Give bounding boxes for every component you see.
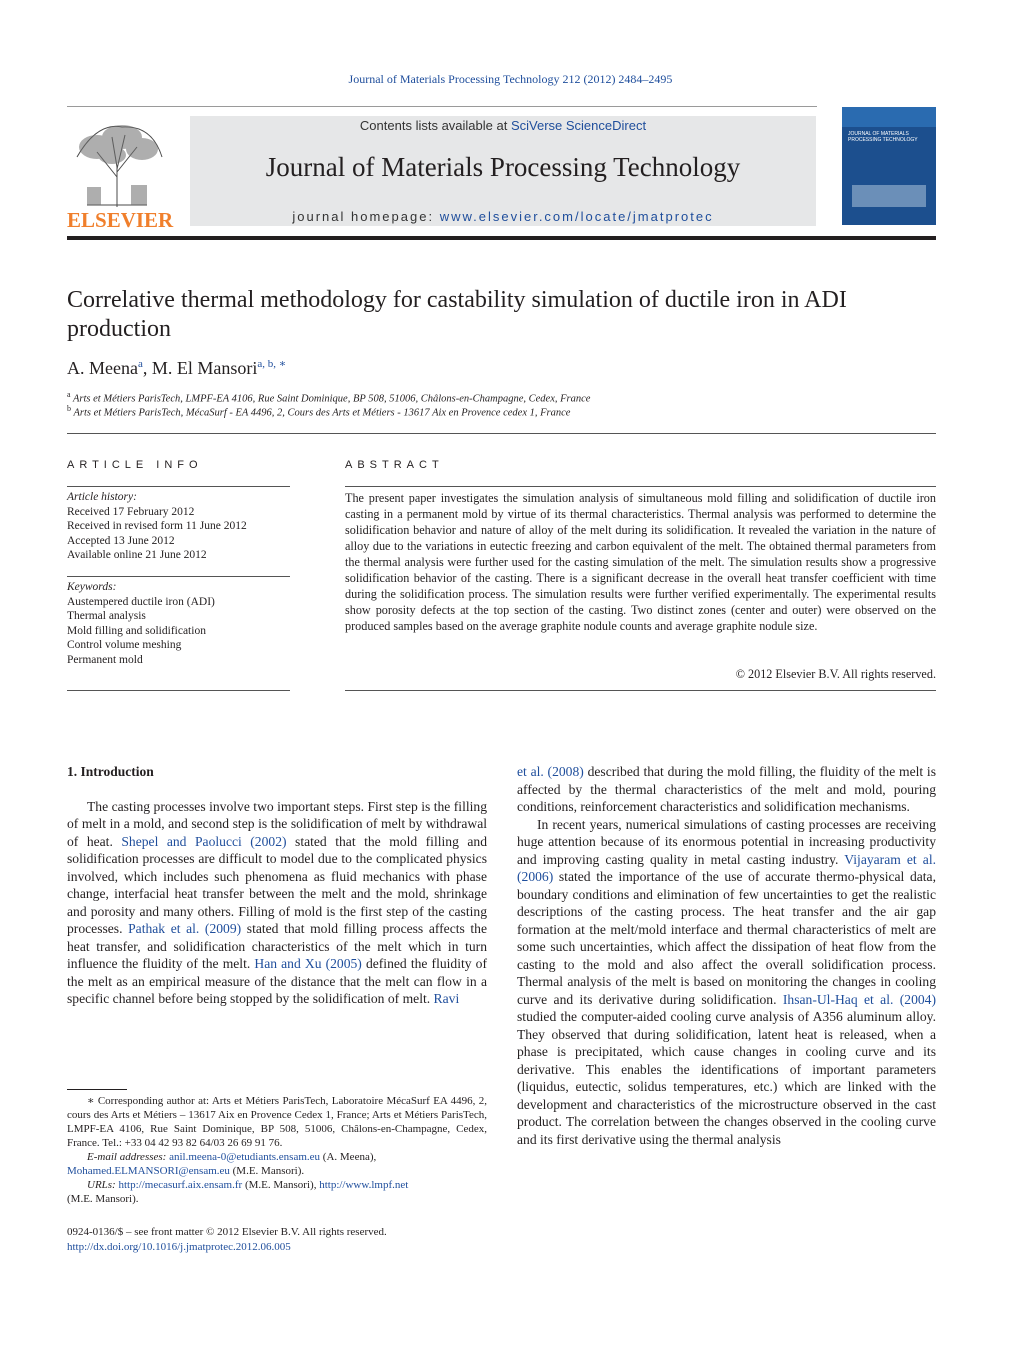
homepage-link[interactable]: www.elsevier.com/locate/jmatprotec (439, 209, 714, 224)
email-link-mansori[interactable]: Mohamed.ELMANSORI@ensam.eu (67, 1165, 230, 1177)
cover-title: JOURNAL OF MATERIALS PROCESSING TECHNOLOGY (848, 131, 918, 143)
citation-link[interactable]: Ravi (433, 991, 460, 1006)
title-rule (67, 433, 936, 434)
email-label: E-mail addresses: (87, 1151, 167, 1163)
article-title: Correlative thermal methodology for castability simulation of ductile iron in ADI production (67, 287, 847, 342)
footnote-rule (67, 1089, 127, 1090)
keyword-item: Mold filling and solidification (67, 624, 206, 637)
sciencedirect-link[interactable]: SciVerse ScienceDirect (510, 118, 647, 133)
header-thick-rule (67, 236, 936, 240)
text-run: stated that mold filling process affects the heat transfer, and solidification characteristics of the melt which in turn influence the fluidity of the melt. (67, 921, 487, 971)
info-rule (67, 486, 290, 487)
keywords-label: Keywords: (67, 581, 117, 593)
keyword-item: Permanent mold (67, 653, 143, 666)
contents-prefix: Contents lists available at (359, 118, 511, 133)
url-owner: (M.E. Mansori), (242, 1179, 320, 1191)
text-run: described that during the mold filling, the fluidity of the melt is affected by the thermal characteristics of the melt and mold, pouring conditions, reinforcement characteristics and solidification mechanisms. (517, 764, 936, 814)
cover-top-band (842, 107, 936, 127)
corresponding-author-footnote (67, 1094, 487, 1206)
issn-line: 0924-0136/$ – see front matter © 2012 Elsevier B.V. All rights reserved. (67, 1226, 387, 1238)
keyword-item: Control volume meshing (67, 639, 182, 651)
tree-icon (67, 117, 167, 209)
left-column (67, 763, 487, 1008)
abstract-text: The present paper investigates the simulation analysis of simultaneous mold filling and solidification of ductile iron casting in a permanent mold by virtue of its thermal characteristics. Thermal analysis was performed to determine the solidification behavior and nature of alloy of the melt during its solidification. It revealed the variation in the nature of alloy due to the variations in eutectic freezing and carbon equivalent of the melt. The obtained thermal parameters from the thermal analysis were further used for the casting simulation of the melt. The simulation results show a progressive solidification behavior of the casting. There is a significant decrease in the overall heat transfer coefficient with time during the solidification process. The simulation results were further verified experimentally. The experimental results show porosity defects at the top section of the casting. Two distinct zones (center and outer) were observed on the produced samples based on the average graphite nodule counts and average graphite nodule size. (345, 491, 936, 633)
affiliation-marker: b (67, 404, 71, 413)
issn-block (67, 1225, 487, 1255)
email-owner: (A. Meena), (320, 1151, 377, 1163)
affiliation-text: Arts et Métiers ParisTech, MécaSurf - EA 4496, 2, Cours des Arts et Métiers - 13617 Aix en Provence cedex 1, France (73, 407, 571, 419)
intro-paragraph-1 (67, 798, 487, 1008)
history-revised: Received in revised form 11 June 2012 (67, 520, 247, 532)
footnote-urls (67, 1178, 487, 1206)
article-info-heading: ARTICLE INFO (67, 459, 203, 471)
url-link-mecasurf[interactable]: http://mecasurf.aix.ensam.fr (118, 1179, 243, 1191)
email-link-meena[interactable]: anil.meena-0@etudiants.ensam.eu (169, 1151, 321, 1163)
text-run: defined the fluidity of the melt as an empirical measure of the distance that the melt can flow in a specific channel before being stopped by the solidification of melt. (67, 956, 488, 1006)
author-name: A. Meena (67, 358, 138, 378)
affiliation-b (67, 404, 570, 419)
text-run: stated the importance of the use of accurate thermo-physical data, boundary conditions and elimination of few uncertainties to get the realistic descriptions of the casting process. The heat transfer and the air gap formation at the melt/mold interface and thermal characteristics of melt are some such uncertainties, which affect the dissipation of heat flow from the casting to the mold and also affect the overall solidification process. Thermal analysis of the melt is based on monitoring the changes in cooling curve and its derivative during solidification. (517, 869, 936, 1007)
history-accepted: Accepted 13 June 2012 (67, 534, 175, 547)
history-received: Received 17 February 2012 (67, 505, 195, 518)
homepage-prefix: journal homepage: (292, 209, 440, 224)
history-online: Available online 21 June 2012 (67, 549, 207, 561)
abstract-copyright: © 2012 Elsevier B.V. All rights reserved. (735, 667, 936, 681)
url-link-lmpf[interactable]: http://www.lmpf.net (319, 1179, 409, 1191)
section-heading-introduction: 1. Introduction (67, 764, 154, 779)
intro-paragraph-continued (517, 763, 936, 816)
homepage-line (190, 209, 816, 224)
citation-link[interactable]: Shepel and Paolucci (2002) (121, 833, 287, 849)
abstract-heading: ABSTRACT (345, 459, 444, 471)
article-history (67, 490, 290, 563)
journal-reference[interactable]: Journal of Materials Processing Technology 212 (2012) 2484–2495 (348, 72, 673, 86)
affiliation-text: Arts et Métiers ParisTech, LMPF-EA 4106, Rue Saint Dominique, BP 508, 51006, Châlons-en-Champagne, Cedex, France (73, 393, 591, 405)
footnote-emails (67, 1150, 487, 1178)
affiliation-a (67, 390, 590, 405)
citation-link[interactable]: et al. (2008) (517, 764, 584, 779)
cover-image (852, 185, 926, 207)
intro-paragraph-2 (517, 816, 936, 1149)
keyword-item: Thermal analysis (67, 610, 146, 622)
email-owner: (M.E. Mansori). (229, 1165, 305, 1177)
doi-link[interactable]: http://dx.doi.org/10.1016/j.jmatprotec.2012.06.005 (67, 1241, 291, 1253)
urls-label: URLs: (87, 1179, 116, 1191)
author-affil-marker[interactable]: a (137, 358, 143, 370)
journal-title: Journal of Materials Processing Technology (265, 152, 741, 182)
citation-link[interactable]: Vijayaram et al. (2006) (517, 851, 936, 884)
keywords (67, 580, 290, 667)
elsevier-wordmark: ELSEVIER (67, 208, 174, 232)
author-name: M. El Mansori (151, 358, 258, 378)
right-column (517, 763, 936, 1148)
header-rule (67, 106, 817, 107)
author-list: A. Meena$^a$, M. El Mansori$^{a, b, ∗}$ (67, 358, 287, 378)
text-run: The casting processes involve two important steps. First step is the filling of melt in a mold, and second step is the solidification of melt by withdrawal of heat. (67, 798, 487, 849)
history-label: Article history: (67, 491, 137, 503)
citation-link[interactable]: Pathak et al. (2009) (128, 921, 242, 936)
url-owner: (M.E. Mansori). (67, 1193, 139, 1205)
text-run: studied the computer-aided cooling curve analysis of A356 aluminum alloy. They observed that during solidification, latent heat is released, when a phase is precipitated, which cause changes in cooling curve and its derivative. This enables the identifications of important parameters (liquidus, eutectic, solidus temperatures, etc.) which are linked with the development and characteristics of the microstructure observed in the cast product. The correlation between the changes observed in the cooling curve and its first derivative using the thermal analysis (517, 1009, 936, 1147)
keyword-item: Austempered ductile iron (ADI) (67, 595, 215, 608)
keywords-rule (67, 576, 290, 577)
journal-cover-thumbnail[interactable] (842, 107, 936, 225)
author-affil-marker[interactable]: a, b, ∗ (257, 358, 287, 370)
abstract-bottom-rule (345, 690, 936, 691)
contents-line (190, 118, 816, 133)
abstract-rule (345, 486, 936, 487)
footnote-corresponding: ∗ Corresponding author at: Arts et Métiers ParisTech, Laboratoire MécaSurf EA 4496, 2, cours des Arts et Métiers – 13617 Aix en Provence Cedex 1, France; Arts et Métiers ParisTech, LMPF-EA 4106, Rue Saint Dominique, BP 508, 51006, Châlons-en-Champagne, Cedex, France. Tel.: +33 04 42 93 82 64/03 26 69 91 76. (67, 1095, 487, 1149)
citation-link[interactable]: Ihsan-Ul-Haq et al. (2004) (782, 991, 936, 1007)
info-bottom-rule (67, 690, 290, 691)
citation-link[interactable]: Han and Xu (2005) (254, 956, 362, 971)
affiliation-marker: a (67, 390, 71, 399)
text-run: stated that the mold filling and solidification processes are difficult to model due to the complicated physics involved, which includes such phenomena as fluid mechanics with phase change, interfacial heat transfer between the melt and the mold, shrinkage and porosity and many others. Filling of mold is the first step of the casting processes. (67, 833, 487, 936)
text-run: In recent years, numerical simulations of casting processes are receiving huge attention because of its enormous potential in increasing productivity and improving casting quality in metal casting industry. (517, 816, 936, 867)
